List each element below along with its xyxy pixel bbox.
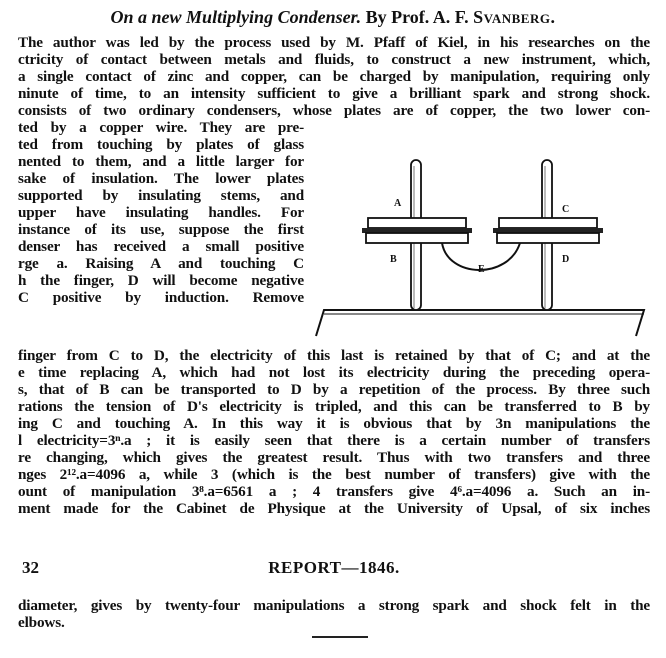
text-line: upper have insulating handles. For [18,204,304,221]
text-line: nented to them, and a little larger for [18,153,304,170]
plate-c [499,218,597,228]
text-line: rge a. Raising A and touching C [18,255,304,272]
text-line: a single contact of zinc and copper, can be charged by manipulation, requiring only [18,68,650,85]
plate-b [366,233,468,243]
text-line: sake of insulation. The lower plates [18,170,304,187]
plate-d [497,233,599,243]
page-number: 32 [22,558,39,577]
label-d: D [562,254,570,265]
text-line: denser has received a small positive [18,238,304,255]
text-line: ing C and touching A. In this way it is obvious that by 3n manipulations the [18,415,650,432]
label-b: B [390,254,397,265]
label-e: E [478,264,485,275]
text-line: C positive by induction. Remove [18,289,304,306]
text-line: ninute of time, to an intensity sufficient to give a brilliant spark and strong shock. [18,85,650,102]
text-line: ount of manipulation 3⁸.a=6561 a ; 4 transfers give 4⁶.a=4096 a. Such an in- [18,483,650,500]
text-line: instance of its use, suppose the first [18,221,304,238]
text-line: re changing, which gives the greatest result. Thus with two transfers and three [18,449,650,466]
article-title [0,7,666,28]
text-line: nges 2¹².a=4096 a, while 3 (which is the best number of transfers) give with the [18,466,650,483]
text-line: h the finger, D will become negative [18,272,304,289]
text-line: elbows. [18,614,65,631]
text-line: l electricity=3ⁿ.a ; it is easily seen that there is a certain number of transfers [18,432,650,449]
text-line: finger from C to D, the electricity of this last is retained by that of C; and at the [18,347,650,364]
text-line: ted from touching by plates of glass [18,136,304,153]
label-c: C [562,204,570,215]
text-line: consists of two ordinary condensers, whose plates are of copper, the two lower con- [18,102,650,119]
plate-a [368,218,466,228]
byline: By Prof. A. F. [365,7,474,27]
label-a: A [394,198,402,209]
text-line: supported by insulating stems, and [18,187,304,204]
text-line: diameter, gives by twenty-four manipulations a strong spark and shock felt in the [18,597,650,614]
text-line: s, that of B can be transported to D by a repetition of the process. By three such [18,381,650,398]
text-line: rations the tension of D's electricity is tripled, and this can be transferred to B by [18,398,650,415]
end-rule [312,636,368,638]
running-head: REPORT—1846. [268,558,400,577]
text-line: ment made for the Cabinet de Physique at the University of Upsal, of six inches [18,500,650,517]
condenser-figure [310,150,650,340]
page-header [18,558,650,580]
text-line: e time replacing A, which had not lost its electricity during the preceding opera- [18,364,650,381]
text-line: ctricity of contact between metals and fluids, to construct a new instrument, which, [18,51,650,68]
text-line: ted by a copper wire. They are pre- [18,119,304,136]
title-italic: On a new Multiplying Condenser. [110,7,362,27]
author-name: Svanberg. [473,7,556,27]
text-line: The author was led by the process used by M. Pfaff of Kiel, in his researches on the [18,34,650,51]
